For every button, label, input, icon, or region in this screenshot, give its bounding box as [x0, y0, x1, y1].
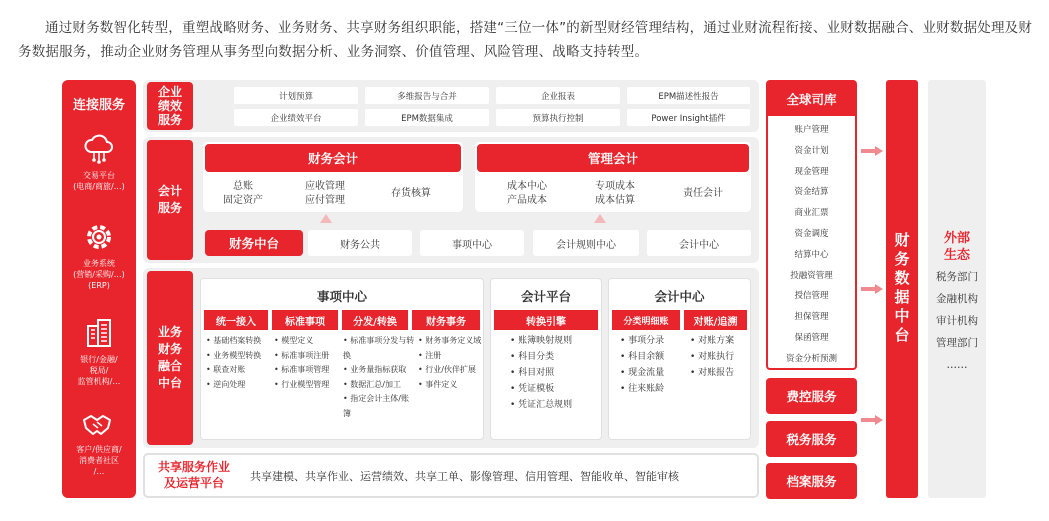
- list-item: • 对账执行: [690, 349, 750, 365]
- service-customers: [62, 410, 136, 477]
- epm-item-power-insight[interactable]: Power Insight插件: [627, 109, 750, 126]
- external-ecosystem-panel: [928, 80, 986, 498]
- mgmt-item-responsibility[interactable]: 责任会计: [683, 188, 723, 199]
- list-item: • 标准事项分发与转换: [343, 334, 415, 363]
- list-item[interactable]: 资金结算: [794, 187, 829, 198]
- accounting-tag: 会计 服务: [147, 140, 193, 260]
- list-item: • 凭证模板: [510, 381, 600, 397]
- gear-icon: [82, 220, 116, 254]
- connection-services-title: 连接服务: [72, 98, 125, 113]
- buildings-icon: [82, 316, 116, 350]
- finance-hub-tag[interactable]: 财务中台: [205, 230, 303, 256]
- arrow-right-icon: [861, 146, 883, 156]
- epm-item-control[interactable]: 预算执行控制: [496, 109, 620, 126]
- intro-paragraph: 通过财务数智化转型，重塑战略财务、业务财务、共享财务组织职能，搭建“三位一体”的新型财经管理结构，通过业财流程衔接、业财数据融合、业财数据处理及财务数据服务，推动企业财务管理从事务型向数据分析、业务洞察、价值管理、风险管理、战略支持转型。: [18, 20, 1033, 60]
- service-trading-platform: [62, 132, 136, 192]
- list-item: • 行业/伙伴扩展: [418, 363, 482, 378]
- event-col-finance-affairs[interactable]: 财务事务: [412, 310, 480, 330]
- list-item: • 模型定义: [274, 334, 340, 349]
- service-customers-label: 客户/供应商/ 消费者社区 /…: [76, 445, 122, 476]
- fin-item-receivables[interactable]: 应收管理 应付管理: [305, 181, 345, 206]
- arrow-right-icon: [861, 284, 883, 294]
- epm-item-platform[interactable]: 企业绩效平台: [234, 109, 358, 126]
- global-treasury-box: [766, 80, 857, 370]
- event-col-unified-access[interactable]: 统一接入: [204, 310, 268, 330]
- epm-item-budget[interactable]: 计划预算: [234, 87, 358, 104]
- list-item: • 科目余额: [620, 349, 680, 365]
- conversion-engine-tag[interactable]: 转换引擎: [494, 310, 598, 330]
- hub-sub-rules-center[interactable]: 会计规则中心: [533, 230, 639, 256]
- archive-service[interactable]: 档案服务: [766, 463, 857, 499]
- event-col-standard[interactable]: 标准事项: [272, 310, 338, 330]
- epm-item-reports[interactable]: 企业报表: [496, 87, 620, 104]
- list-item: • 对账报告: [690, 365, 750, 381]
- external-ecosystem-list: [928, 266, 986, 376]
- event-col-distribute[interactable]: 分发/转换: [342, 310, 408, 330]
- unified-access-list: [206, 334, 270, 392]
- cloud-network-icon: [82, 132, 116, 166]
- list-item[interactable]: 资金计划: [794, 145, 829, 156]
- list-item: • 财务事务定义域: [418, 334, 482, 349]
- list-item[interactable]: 结算中心: [794, 249, 829, 260]
- global-treasury-title[interactable]: 全球司库: [768, 82, 855, 116]
- list-item[interactable]: 现金管理: [794, 166, 829, 177]
- arrow-up-1: [320, 214, 332, 223]
- ledger-list: [620, 333, 680, 397]
- service-banks-label: 银行/金融/ 税局/ 监管机构/…: [77, 355, 121, 386]
- list-item[interactable]: 保函管理: [794, 332, 829, 343]
- external-ecosystem-title: 外部 生态: [943, 231, 970, 263]
- list-item[interactable]: 资金调度: [794, 228, 829, 239]
- list-item: • 科目对照: [510, 365, 600, 381]
- list-item[interactable]: 资金分析预测: [785, 353, 837, 364]
- conversion-engine-list: [510, 333, 600, 413]
- list-item: • 标准事项管理: [274, 363, 340, 378]
- list-item: 金融机构: [936, 293, 978, 305]
- standard-list: [274, 334, 340, 392]
- list-item[interactable]: 账户管理: [794, 125, 829, 135]
- center-col-ledger[interactable]: 分类明细账: [612, 310, 680, 330]
- list-item: • 指定会计主体/账簿: [343, 392, 415, 421]
- center-col-reconcile[interactable]: 对账/追溯: [684, 310, 747, 330]
- list-item: • 对账方案: [690, 333, 750, 349]
- epm-item-integration[interactable]: EPM数据集成: [365, 109, 489, 126]
- arrow-right-icon: [861, 415, 883, 425]
- list-item: • 凭证汇总规则: [510, 397, 600, 413]
- list-item: • 科目分类: [510, 349, 600, 365]
- bizfin-tag: 业务 财务 融合 中台: [147, 271, 193, 445]
- fin-item-ledger[interactable]: 总账 固定资产: [223, 181, 263, 206]
- shared-services-text: 共享建模、共享作业、运营绩效、共享工单、影像管理、信用管理、智能收单、智能审核: [250, 470, 679, 483]
- epm-item-descriptive[interactable]: EPM描述性报告: [627, 87, 750, 104]
- list-item: • 账簿映射规则: [510, 333, 600, 349]
- list-item[interactable]: 商业汇票: [794, 208, 829, 219]
- list-item: • 基础档案转换: [206, 334, 270, 349]
- hub-sub-accounting-center[interactable]: 会计中心: [647, 230, 751, 256]
- hub-sub-finance-common[interactable]: 财务公共: [308, 230, 412, 256]
- mgmt-item-cost-center[interactable]: 成本中心 产品成本: [507, 181, 547, 206]
- epm-tag: 企业 绩效 服务: [147, 82, 193, 130]
- shared-services-tag: 共享服务作业 及运营平台: [157, 460, 230, 490]
- finance-data-center[interactable]: 财务数据中台: [886, 80, 918, 498]
- list-item: • 业务量指标获取: [343, 363, 415, 378]
- list-item: 税务部门: [936, 271, 978, 283]
- financial-accounting-title[interactable]: 财务会计: [205, 144, 461, 172]
- list-item: • 注册: [418, 349, 482, 364]
- global-treasury-list: [768, 120, 855, 370]
- handshake-icon: [81, 410, 117, 440]
- list-item: • 联查对账: [206, 363, 270, 378]
- list-item: 审计机构: [936, 315, 978, 327]
- tax-service[interactable]: 税务服务: [766, 421, 857, 457]
- accounting-center-title: 会计中心: [654, 289, 705, 304]
- accounting-platform-title: 会计平台: [520, 289, 571, 304]
- list-item[interactable]: 授信管理: [794, 291, 829, 302]
- arrow-up-2: [594, 214, 606, 223]
- list-item[interactable]: 投融资管理: [790, 270, 833, 281]
- connection-services-column: [62, 80, 136, 498]
- service-business-label: 业务系统 (营销/采购/…) (ERP): [73, 259, 125, 290]
- fin-item-inventory[interactable]: 存货核算: [391, 188, 431, 199]
- hub-sub-event-center[interactable]: 事项中心: [420, 230, 524, 256]
- expense-control-service[interactable]: 费控服务: [766, 378, 857, 414]
- list-item[interactable]: 担保管理: [794, 312, 829, 323]
- list-item: 管理部门: [936, 337, 978, 349]
- management-accounting-title[interactable]: 管理会计: [477, 144, 749, 172]
- list-item: ……: [946, 359, 968, 371]
- list-item: • 业务模型转换: [206, 349, 270, 364]
- list-item: • 往来账龄: [620, 381, 680, 397]
- list-item: • 事项分录: [620, 333, 680, 349]
- epm-item-consolidation[interactable]: 多维报告与合并: [365, 87, 489, 104]
- service-trading-label: 交易平台 (电商/商旅/…): [73, 171, 125, 191]
- finance-affairs-list: [418, 334, 482, 392]
- service-business-systems: [62, 220, 136, 291]
- reconcile-list: [690, 333, 750, 381]
- list-item: • 逆向处理: [206, 378, 270, 393]
- list-item: • 事件定义: [418, 378, 482, 393]
- service-banks: [62, 316, 136, 387]
- event-center-title: 事项中心: [316, 289, 367, 304]
- list-item: • 标准事项注册: [274, 349, 340, 364]
- list-item: • 数据汇总/加工: [343, 378, 415, 393]
- distribute-list: [343, 334, 415, 421]
- list-item: • 行业模型管理: [274, 378, 340, 393]
- mgmt-item-special-cost[interactable]: 专项成本 成本估算: [595, 181, 635, 206]
- list-item: • 现金流量: [620, 365, 680, 381]
